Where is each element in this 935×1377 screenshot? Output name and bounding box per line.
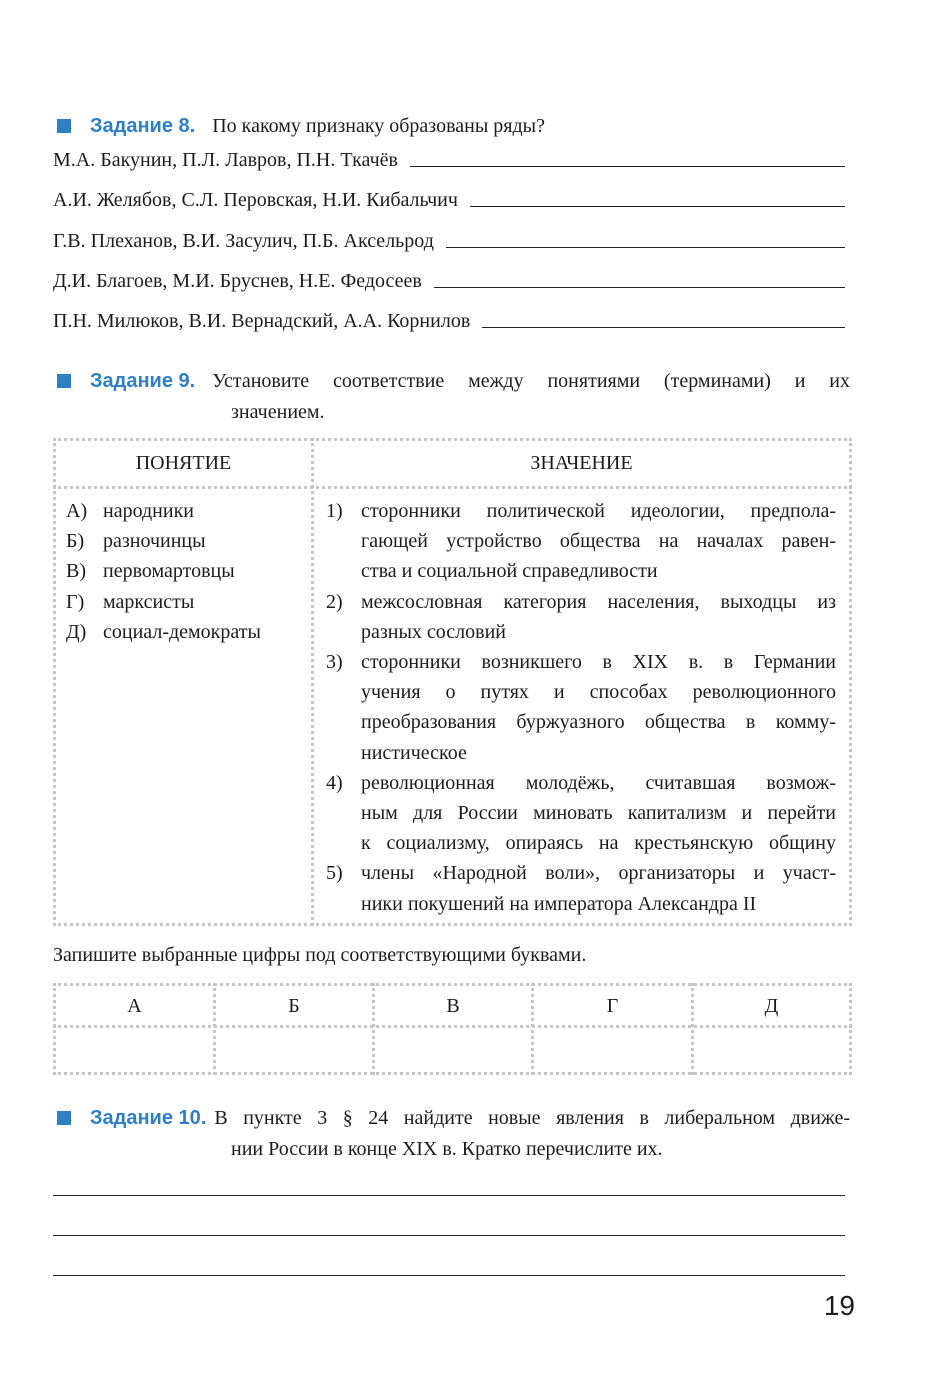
meaning-text: учения о путях и способах революционного: [361, 681, 836, 704]
concept-item: [66, 617, 306, 647]
task-9-question-line1: Установите соответствие между понятиями (терминами) и их: [212, 370, 850, 392]
meaning-line: [326, 617, 836, 647]
concept-item: [66, 556, 306, 586]
concept-text: народники: [103, 500, 195, 522]
meaning-text: революционная молодёжь, считавшая возмож-: [361, 771, 836, 794]
meaning-number: 2): [326, 590, 343, 613]
meaning-text: ным для России миновать капитализм и перейти: [361, 802, 836, 825]
task-8-row-text: М.А. Бакунин, П.Л. Лавров, П.Н. Ткачёв: [53, 149, 398, 171]
answer-cell[interactable]: [56, 1029, 213, 1072]
task-8-row: [53, 230, 845, 253]
answer-letter: В: [446, 995, 460, 1017]
concept-text: марксисты: [103, 590, 195, 613]
task-8-heading: [57, 111, 545, 141]
task-8-question: По какому признаку образованы ряды?: [212, 115, 545, 137]
concept-item: [66, 526, 306, 556]
concept-letter: Б): [66, 530, 85, 553]
answer-cell[interactable]: [694, 1029, 849, 1072]
answer-line[interactable]: [53, 1275, 845, 1276]
task-10-label: Задание 10.: [90, 1107, 207, 1129]
meaning-number: 3): [326, 651, 343, 674]
task-9-question-line2: значением.: [231, 401, 325, 423]
meaning-line: [326, 798, 836, 828]
answer-letter: Д: [764, 995, 779, 1017]
meaning-line: [326, 587, 836, 617]
answer-line[interactable]: [482, 327, 845, 328]
concept-letter: В): [66, 560, 86, 583]
meaning-text: к социализму, опираясь на крестьянскую общину: [361, 832, 836, 855]
answer-cell[interactable]: [375, 1029, 531, 1072]
meaning-text: нистическое: [361, 741, 467, 764]
meaning-line: [326, 858, 836, 888]
task-8-row: [53, 310, 845, 333]
meaning-text: межсословная категория населения, выходцы из: [361, 590, 836, 613]
meaning-text: ства и социальной справедливости: [361, 560, 658, 583]
column-header-meaning: ЗНАЧЕНИЕ: [530, 452, 633, 474]
answer-line[interactable]: [470, 206, 845, 207]
answer-line[interactable]: [53, 1235, 845, 1236]
meaning-line: [326, 496, 836, 526]
task-9-heading: [57, 366, 850, 396]
meaning-line: [326, 707, 836, 737]
concept-letter: А): [66, 500, 88, 522]
task-8-row-text: Г.В. Плеханов, В.И. Засулич, П.Б. Аксельрод: [53, 230, 434, 252]
answer-instruction: Запишите выбранные цифры под соответствующими буквами.: [53, 944, 587, 966]
task-8-row: [53, 189, 845, 212]
column-header-concept: ПОНЯТИЕ: [135, 452, 232, 474]
answer-line[interactable]: [446, 247, 845, 248]
meaning-line: [326, 526, 836, 556]
square-bullet-icon: [57, 1111, 71, 1125]
meaning-list: [326, 496, 836, 919]
meaning-line: [326, 647, 836, 677]
square-bullet-icon: [57, 119, 71, 133]
meaning-line: [326, 677, 836, 707]
table-column-divider: [311, 438, 314, 926]
table-header-divider: [53, 486, 852, 489]
answer-table-row-divider: [53, 1025, 852, 1028]
task-8-row: [53, 270, 845, 293]
concept-letter: Г): [66, 590, 85, 613]
meaning-text: сторонники возникшего в XIX в. в Германии: [361, 651, 836, 674]
meaning-number: 1): [326, 500, 343, 522]
meaning-text: члены «Народной воли», организаторы и участ-: [361, 862, 836, 885]
meaning-text: сторонники политической идеологии, предпола-: [361, 500, 836, 522]
task-8-row-text: Д.И. Благоев, М.И. Бруснев, Н.Е. Федосеев: [53, 270, 422, 292]
meaning-number: 5): [326, 862, 343, 885]
meaning-line: [326, 889, 836, 919]
meaning-number: 4): [326, 771, 343, 794]
meaning-text: ники покушений на императора Александра II: [361, 892, 757, 915]
concept-letter: Д): [66, 620, 87, 643]
meaning-line: [326, 828, 836, 858]
meaning-line: [326, 768, 836, 798]
task-8-label: Задание 8.: [90, 115, 196, 137]
concept-text: социал-демократы: [103, 620, 261, 643]
concept-list: [66, 496, 306, 647]
task-8-row-text: П.Н. Милюков, В.И. Вернадский, А.А. Корнилов: [53, 310, 471, 332]
answer-cell[interactable]: [216, 1029, 372, 1072]
answer-letter: А: [127, 995, 142, 1017]
meaning-text: разных сословий: [361, 620, 506, 643]
concept-text: первомартовцы: [103, 560, 235, 583]
answer-letter: Г: [606, 995, 619, 1017]
answer-letter: Б: [288, 995, 300, 1017]
square-bullet-icon: [57, 374, 71, 388]
meaning-text: гающей устройство общества на началах равен-: [361, 530, 836, 553]
concept-text: разночинцы: [103, 530, 206, 553]
answer-line[interactable]: [53, 1195, 845, 1196]
meaning-line: [326, 738, 836, 768]
task-8-row-text: А.И. Желябов, С.Л. Перовская, Н.И. Кибальчич: [53, 189, 458, 211]
task-9-label: Задание 9.: [90, 370, 196, 392]
task-10-question-line1: В пункте 3 § 24 найдите новые явления в либеральном движе-: [214, 1107, 850, 1129]
task-10-question-line2: нии России в конце XIX в. Кратко перечислите их.: [231, 1138, 663, 1160]
meaning-text: преобразования буржуазного общества в комму-: [361, 711, 836, 734]
concept-item: [66, 496, 306, 526]
meaning-line: [326, 556, 836, 586]
answer-cell[interactable]: [534, 1029, 691, 1072]
answer-line[interactable]: [410, 166, 845, 167]
answer-line[interactable]: [434, 287, 845, 288]
page-number: 19: [823, 1290, 855, 1321]
task-8-row: [53, 149, 845, 172]
concept-item: [66, 587, 306, 617]
task-10-heading: [57, 1103, 850, 1133]
